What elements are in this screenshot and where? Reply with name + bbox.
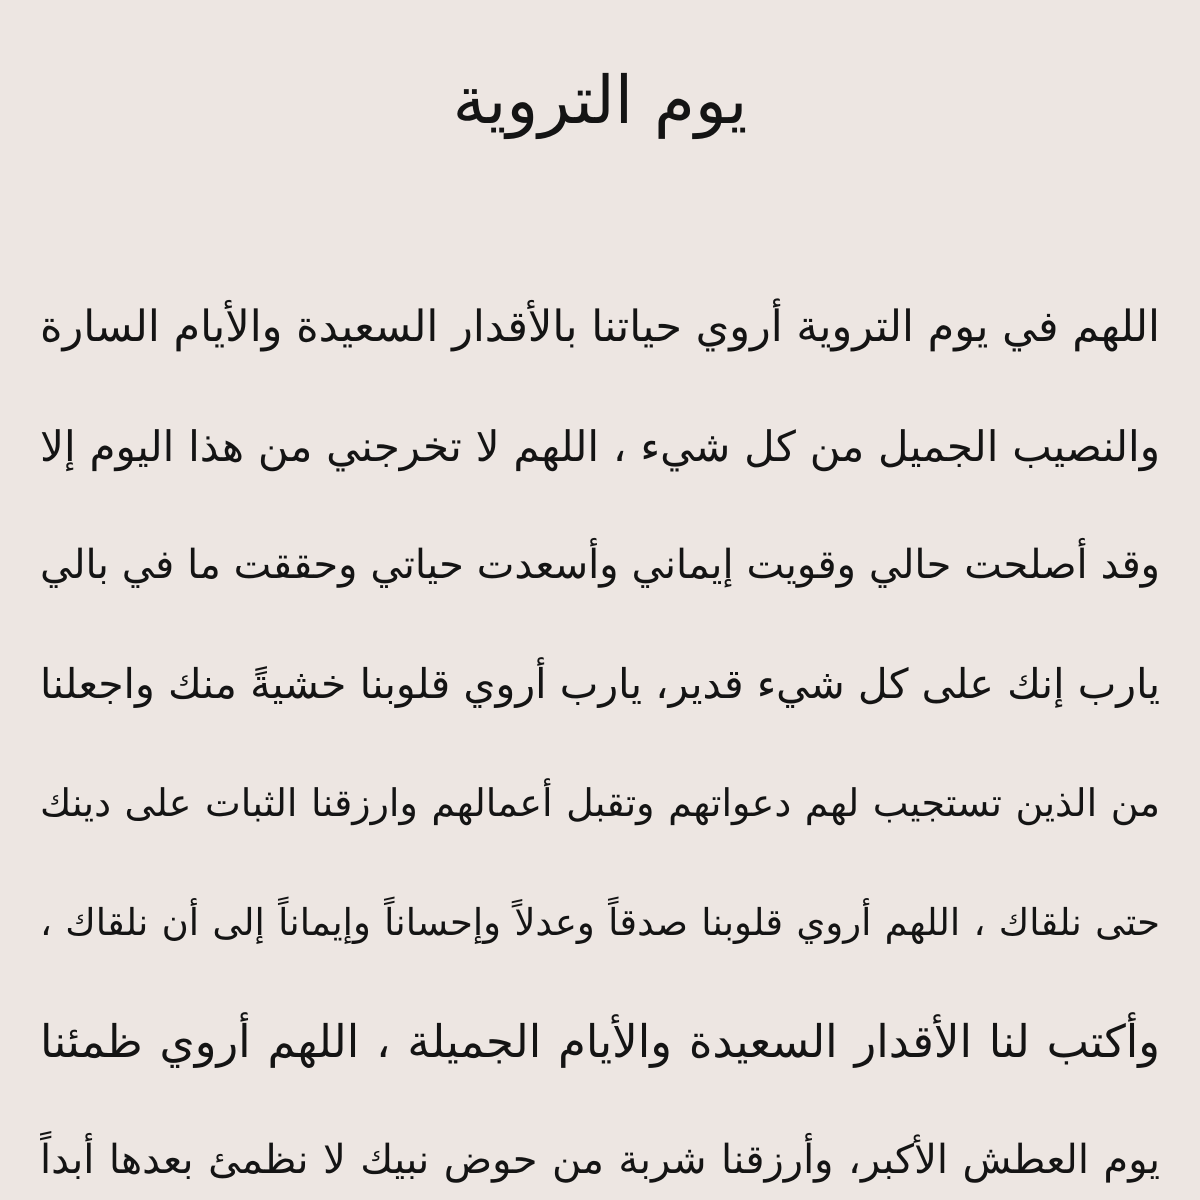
page-title: يوم التروية [452,62,748,139]
text-line: وأكتب لنا الأقدار السعيدة والأيام الجميلة ، اللهم أروي ظمئنا [40,1015,1160,1068]
text-line: اللهم في يوم التروية أروي حياتنا بالأقدار السعيدة والأيام السارة [40,302,1160,352]
text-line: يارب إنك على كل شيء قدير، يارب أروي قلوبنا خشيةً منك واجعلنا [40,660,1160,708]
text-line: والنصيب الجميل من كل شيء ، اللهم لا تخرجني من هذا اليوم إلا [40,422,1160,471]
prayer-text [40,268,1160,1200]
text-line: من الذين تستجيب لهم دعواتهم وتقبل أعمالهم وارزقنا الثبات على دينك [40,781,1160,825]
text-line: يوم العطش الأكبر، وأرزقنا شربة من حوض نبيك لا نظمئ بعدها أبداً [40,1137,1160,1183]
text-line: حتى نلقاك ، اللهم أروي قلوبنا صدقاً وعدلاً وإحساناً وإيماناً إلى أن نلقاك ، [40,901,1160,944]
text-line: وقد أصلحت حالي وقويت إيماني وأسعدت حياتي وحققت ما في بالي [40,542,1160,588]
